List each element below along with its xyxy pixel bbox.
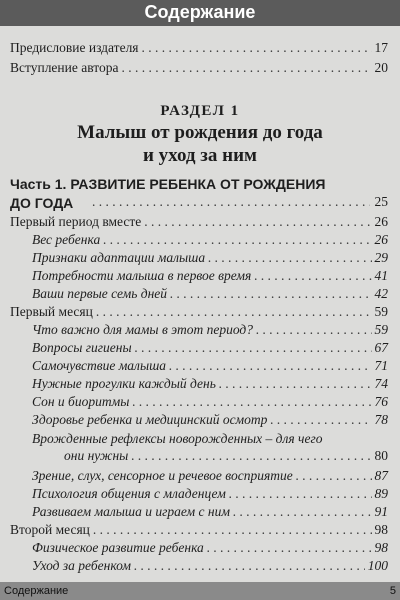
toc-entry-page: 87 — [374, 468, 388, 483]
dot-leader — [169, 358, 371, 374]
dot-leader — [256, 322, 372, 338]
dot-leader — [96, 304, 372, 320]
toc-entry-title-line1: Врожденные рефлексы новорожденных – для чего — [32, 431, 323, 446]
part-title-line1: Часть 1. РАЗВИТИЕ РЕБЕНКА ОТ РОЖДЕНИЯ — [10, 176, 326, 192]
toc-subentry[interactable] — [32, 468, 388, 484]
toc-subentry[interactable] — [32, 540, 388, 556]
toc-subentry-multiline[interactable] — [32, 430, 388, 464]
toc-entry-title: Первый период вместе — [10, 214, 142, 229]
toc-entry-title: Второй месяц — [10, 522, 90, 537]
toc-entry-title: Развиваем малыша и играем с ним — [32, 504, 230, 519]
dot-leader — [144, 214, 371, 230]
dot-leader — [142, 40, 372, 56]
toc-entry-page: 89 — [374, 486, 388, 501]
toc-entry-page: 100 — [367, 558, 388, 573]
toc-subentry[interactable] — [32, 232, 388, 248]
page-footer — [0, 582, 400, 600]
toc-subentry[interactable] — [32, 486, 388, 502]
toc-entry-title: Нужные прогулки каждый день — [32, 376, 216, 391]
dot-leader — [134, 558, 365, 574]
toc-entry-title: Уход за ребенком — [32, 558, 131, 573]
toc-entry[interactable] — [10, 522, 388, 538]
toc-entry-title: Вес ребенка — [32, 232, 101, 247]
toc-entry-page: 59 — [374, 322, 388, 337]
toc-entry[interactable] — [10, 304, 388, 320]
toc-entry-title: Физическое развитие ребенка — [32, 540, 204, 555]
dot-leader — [270, 412, 371, 428]
toc-entry-page: 98 — [374, 540, 388, 555]
toc-entry[interactable] — [10, 214, 388, 230]
toc-entry-page: 76 — [374, 394, 388, 409]
section-label: РАЗДЕЛ 1 — [160, 103, 240, 119]
toc-entry-title: Вопросы гигиены — [32, 340, 132, 355]
toc-entry-page: 59 — [374, 304, 388, 319]
dot-leader — [93, 522, 372, 538]
toc-entry-page: 71 — [374, 358, 388, 373]
dot-leader — [131, 447, 371, 464]
toc-entry-title: Сон и биоритмы — [32, 394, 130, 409]
dot-leader — [208, 250, 371, 266]
toc-entry-page: 17 — [374, 40, 388, 55]
toc-entry-title: Самочувствие малыша — [32, 358, 167, 373]
toc-subentry[interactable] — [32, 504, 388, 520]
toc-subentry[interactable] — [32, 340, 388, 356]
footer-page-number: 5 — [389, 585, 396, 597]
dot-leader — [229, 486, 372, 502]
toc-entry-title: Признаки адаптации малыша — [32, 250, 206, 265]
dot-leader — [254, 268, 371, 284]
toc-entry-title: Вступление автора — [10, 60, 119, 75]
section-title-line2: и уход за ним — [142, 145, 257, 166]
toc-entry-page: 98 — [374, 522, 388, 537]
dot-leader — [135, 340, 372, 356]
toc-subentry[interactable] — [32, 558, 388, 574]
toc-entry-page: 78 — [374, 412, 388, 427]
header-title: Содержание — [144, 2, 256, 22]
toc-subentry[interactable] — [32, 286, 388, 302]
dot-leader — [233, 504, 372, 520]
dot-leader — [103, 232, 371, 248]
toc-entry-page: 20 — [374, 60, 388, 75]
part-page: 25 — [374, 194, 388, 209]
toc-entry-page: 91 — [374, 504, 388, 519]
toc-entry-title: Ваши первые семь дней — [32, 286, 168, 301]
dot-leader — [219, 376, 372, 392]
toc-subentry[interactable] — [32, 376, 388, 392]
toc-entry-page: 29 — [374, 250, 388, 265]
dot-leader — [92, 194, 370, 210]
section-title-line1: Малыш от рождения до года — [77, 122, 323, 143]
toc-subentry[interactable] — [32, 268, 388, 284]
toc-entry-title: Что важно для мамы в этот период? — [32, 322, 253, 337]
toc-entry[interactable] — [10, 60, 388, 76]
toc-entry-title-line2: они нужны — [64, 448, 129, 463]
toc-entry-title: Здоровье ребенка и медицинский осмотр — [32, 412, 268, 427]
toc-subentry[interactable] — [32, 412, 388, 428]
toc-entry-page: 42 — [374, 286, 388, 301]
toc-entry-title: Зрение, слух, сенсорное и речевое восприятие — [32, 468, 293, 483]
dot-leader — [296, 468, 372, 484]
toc-entry[interactable] — [10, 40, 388, 56]
toc-entry-page: 26 — [374, 214, 388, 229]
toc-entry-page: 80 — [374, 448, 388, 463]
toc-entry-title: Психология общения с младенцем — [32, 486, 226, 501]
toc-entry-page: 67 — [374, 340, 388, 355]
section-title — [0, 121, 400, 167]
dot-leader — [121, 60, 371, 76]
toc-subentry[interactable] — [32, 322, 388, 338]
part-title-line2: ДО ГОДА — [10, 195, 74, 211]
toc-entry-title: Предисловие издателя — [10, 40, 139, 55]
dot-leader — [132, 394, 371, 410]
toc-entry-title: Первый месяц — [10, 304, 93, 319]
page-header — [0, 0, 400, 26]
toc-entry-page: 41 — [374, 268, 388, 283]
toc-subentry[interactable] — [32, 394, 388, 410]
toc-subentry[interactable] — [32, 250, 388, 266]
toc-subentry[interactable] — [32, 358, 388, 374]
footer-running-title: Содержание — [4, 585, 69, 597]
dot-leader — [207, 540, 372, 556]
toc-entry-title: Потребности малыша в первое время — [32, 268, 252, 283]
toc-entry-page: 26 — [374, 232, 388, 247]
toc-entry-page: 74 — [374, 376, 388, 391]
dot-leader — [170, 286, 371, 302]
